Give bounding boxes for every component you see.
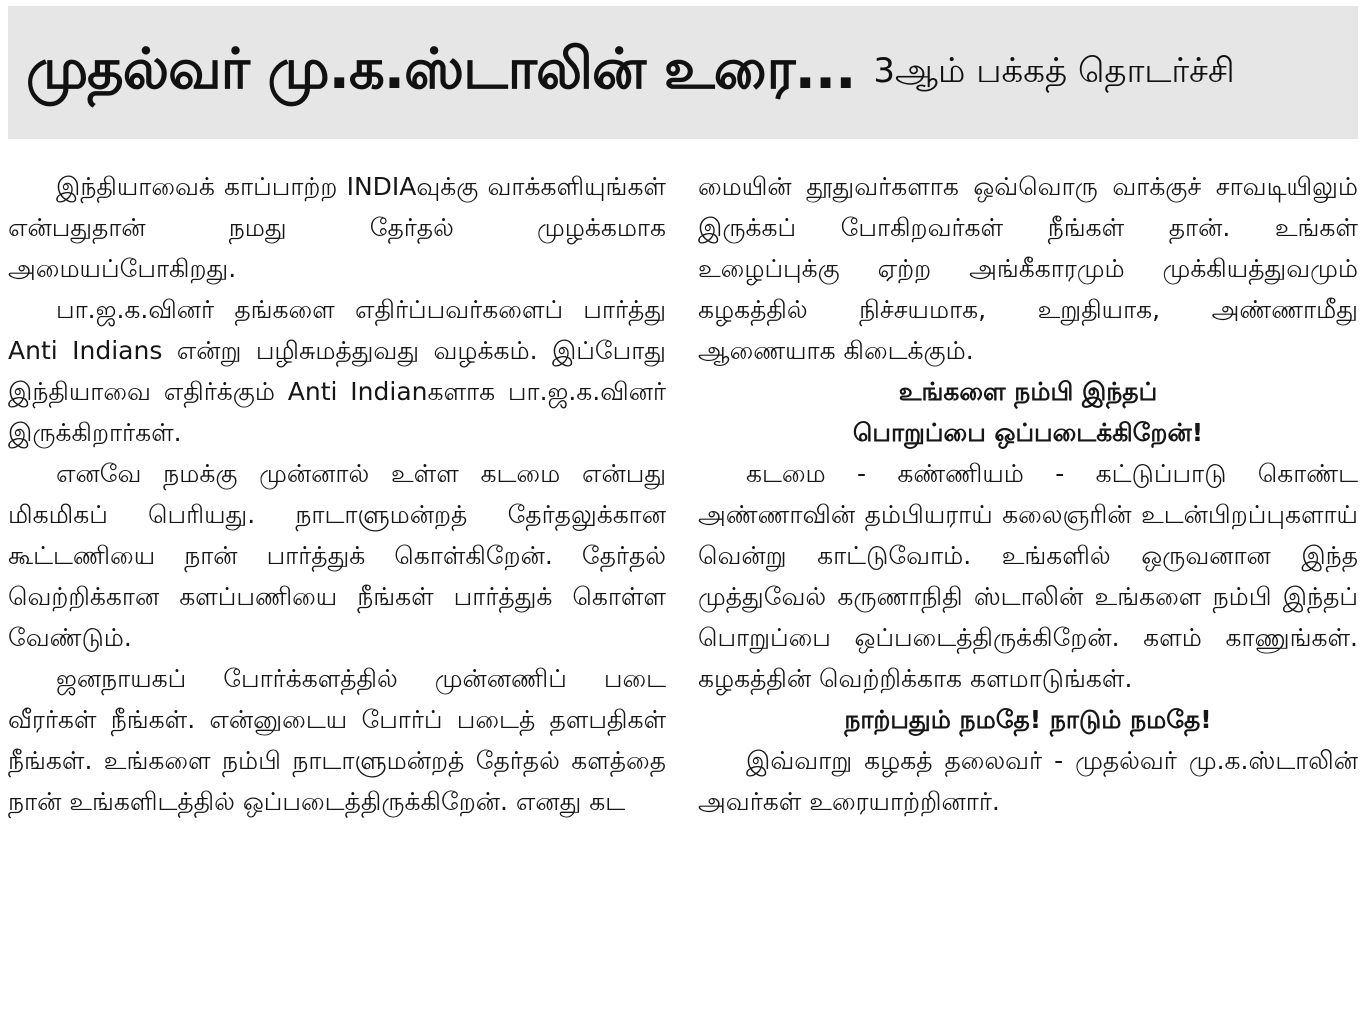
headline-title: முதல்வர் மு.க.ஸ்டாலின் உரை... [26, 36, 856, 102]
article-paragraph-continued: மையின் தூதுவர்களாக ஒவ்வொரு வாக்குச் சாவடியிலும் இருக்கப் போகிறவர்கள் நீங்கள் தான். உங்கள் உழைப்புக்கு ஏற்ற அங்கீகாரமும் முக்கியத்துவமும் கழகத்தில் நிச்சயமாக, உறுதியாக, அண்ணாமீது ஆணையாக கிடைக்கும். [698, 172, 1358, 365]
article-closing-paragraph: இவ்வாறு கழகத் தலைவர் - முதல்வர் மு.க.ஸ்டாலின் அவர்கள் உரையாற்றினார். [698, 746, 1358, 816]
subheading-slogan: நாற்பதும் நமதே! நாடும் நமதே! [844, 705, 1212, 734]
article-paragraph: பா.ஜ.க.வினர் தங்களை எதிர்ப்பவர்களைப் பார்த்து Anti Indians என்று பழிசுமத்துவது வழக்கம். இப்போது இந்தியாவை எதிர்க்கும் Anti Indianகளாக பா.ஜ.க.வினர் இருக்கிறார்கள். [8, 295, 666, 447]
article-paragraph: ஜனநாயகப் போர்க்களத்தில் முன்னணிப் படை வீரர்கள் நீங்கள். என்னுடைய போர்ப் படைத் தளபதிகள் நீங்கள். உங்களை நம்பி நாடாளுமன்றத் தேர்தல் களத்தை நான் உங்களிடத்தில் ஒப்படைத்திருக்கிறேன். எனது கட [8, 664, 666, 816]
article-left-column [8, 166, 666, 822]
article-paragraph: எனவே நமக்கு முன்னால் உள்ள கடமை என்பது மிகமிகப் பெரியது. நாடாளுமன்றத் தேர்தலுக்கான கூட்டணியை நான் பார்த்துக் கொள்கிறேன். தேர்தல் வெற்றிக்கான களப்பணியை நீங்கள் பார்த்துக் கொள்ள வேண்டும். [8, 459, 666, 652]
headline-banner [8, 6, 1358, 139]
subheading-line: உங்களை நம்பி இந்தப் [898, 377, 1158, 406]
article-right-column [698, 166, 1358, 822]
article-paragraph: இந்தியாவைக் காப்பாற்ற INDIAவுக்கு வாக்களியுங்கள் என்பதுதான் நமது தேர்தல் முழக்கமாக அமையப்போகிறது. [8, 172, 666, 283]
article-paragraph: கடமை - கண்ணியம் - கட்டுப்பாடு கொண்ட அண்ணாவின் தம்பியராய் கலைஞரின் உடன்பிறப்புகளாய் வென்று காட்டுவோம். உங்களில் ஒருவனான இந்த முத்துவேல் கருணாநிதி ஸ்டாலின் உங்களை நம்பி இந்தப் பொறுப்பை ஒப்படைத்திருக்கிறேன். களம் காணுங்கள். கழகத்தின் வெற்றிக்காக களமாடுங்கள். [698, 459, 1358, 693]
page-continuation-note: 3ஆம் பக்கத் தொடர்ச்சி [873, 50, 1235, 91]
subheading-line: பொறுப்பை ஒப்படைக்கிறேன்! [852, 418, 1204, 447]
